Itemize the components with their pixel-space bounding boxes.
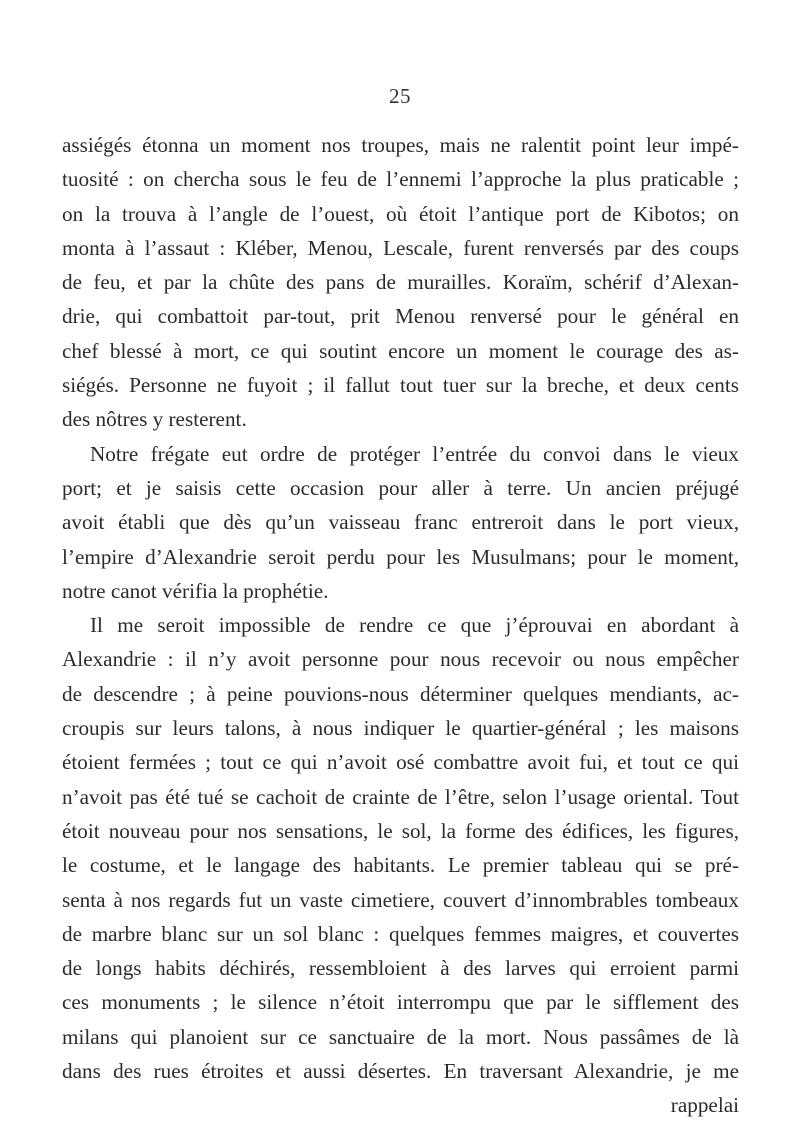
- page-number: 25: [389, 84, 411, 108]
- paragraph-first-line: Il me seroit impossible de rendre ce que j’éprouvai en abordant à: [90, 613, 739, 638]
- text-line: notre canot vérifia la prophétie.: [62, 578, 329, 603]
- text-line: étoit nouveau pour nos sensations, le sol, la forme des édifices, les figures,: [62, 818, 739, 843]
- text-line: de descendre ; à peine pouvions-nous déterminer quelques mendiants, ac-: [62, 681, 739, 706]
- text-line: ces monuments ; le silence n’étoit interrompu que par le sifflement des: [62, 990, 739, 1015]
- text-line: milans qui planoient sur ce sanctuaire de la mort. Nous passâmes de là: [62, 1024, 739, 1049]
- text-line: monta à l’assaut : Kléber, Menou, Lescale, furent renversés par des coups: [62, 235, 739, 260]
- text-line: chef blessé à mort, ce qui soutint encore un moment le courage des as-: [62, 338, 739, 363]
- text-line: de feu, et par la chûte des pans de murailles. Koraïm, schérif d’Alexan-: [62, 270, 739, 295]
- text-line: l’empire d’Alexandrie seroit perdu pour les Musulmans; pour le moment,: [62, 544, 739, 569]
- text-line: tuosité : on chercha sous le feu de l’ennemi l’approche la plus praticable ;: [62, 167, 739, 192]
- text-line: avoit établi que dès qu’un vaisseau franc entreroit dans le port vieux,: [62, 510, 739, 535]
- text-line: on la trouva à l’angle de l’ouest, où étoit l’antique port de Kibotos; on: [62, 201, 739, 226]
- text-line: des nôtres y resterent.: [62, 407, 247, 432]
- paragraph-first-line: Notre frégate eut ordre de protéger l’entrée du convoi dans le vieux: [90, 441, 739, 466]
- text-line: Alexandrie : il n’y avoit personne pour nous recevoir ou nous empêcher: [62, 647, 739, 672]
- text-line: de marbre blanc sur un sol blanc : quelques femmes maigres, et couvertes: [62, 921, 739, 946]
- text-line: de longs habits déchirés, ressembloient à des larves qui erroient parmi: [62, 956, 739, 981]
- text-line: n’avoit pas été tué se cachoit de crainte de l’être, selon l’usage oriental. Tout: [62, 784, 739, 809]
- text-line: étoient fermées ; tout ce qui n’avoit osé combattre avoit fui, et tout ce qui: [62, 750, 739, 775]
- text-line: drie, qui combattoit par-tout, prit Menou renversé pour le général en: [62, 304, 739, 329]
- text-line: le costume, et le langage des habitants. Le premier tableau qui se pré-: [62, 853, 739, 878]
- text-line: assiégés étonna un moment nos troupes, mais ne ralentit point leur impé-: [62, 133, 739, 157]
- body-text: [62, 128, 739, 1123]
- text-line: dans des rues étroites et aussi désertes. En traversant Alexandrie, je me: [62, 1059, 739, 1084]
- text-line: croupis sur leurs talons, à nous indiquer le quartier-général ; les maisons: [62, 716, 739, 741]
- text-line: siégés. Personne ne fuyoit ; il fallut tout tuer sur la breche, et deux cents: [62, 373, 739, 398]
- text-line: port; et je saisis cette occasion pour aller à terre. Un ancien préjugé: [62, 475, 739, 500]
- text-line: senta à nos regards fut un vaste cimetiere, couvert d’innombrables tombeaux: [62, 887, 739, 912]
- catchword: rappelai: [670, 1093, 739, 1118]
